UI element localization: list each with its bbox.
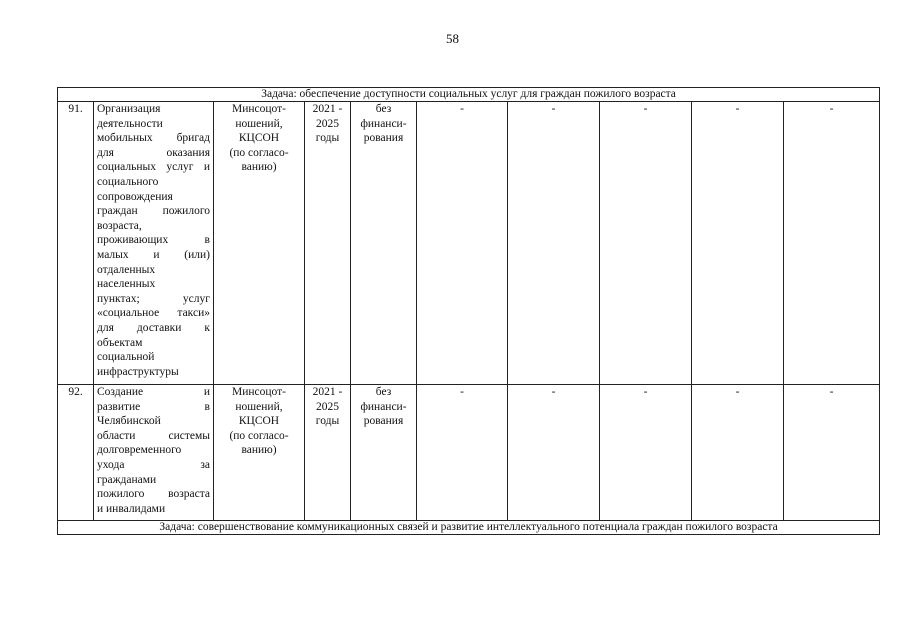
description-line: развитие в [97,400,210,413]
description-line: «социальное такси» [97,307,210,320]
executor-line: Минсоцот- [232,103,286,115]
measures-table [57,87,880,535]
executor-line: ношений, [235,400,283,413]
row-number: 91. [58,102,94,385]
page-number: 58 [446,31,459,46]
funding-line: финанси- [360,400,407,413]
value-cell: - [417,385,508,521]
value-cell: - [600,385,692,521]
executor-line: ванию) [241,444,277,457]
period-line: 2021 - [312,103,343,115]
description-line: Создание и [97,386,210,398]
description-line: социального [97,175,159,188]
description-line: Организация [97,103,161,115]
description-line: объектам [97,336,143,349]
description-line: долговременного [97,444,182,457]
description-line: отдаленных [97,263,156,276]
description-line: для доставки к [97,321,210,334]
funding-source [351,385,417,521]
period-line: годы [315,132,340,145]
executor-line: Минсоцот- [232,386,286,398]
funding-line: без [375,103,392,115]
description-line: пунктах; услуг [97,292,210,305]
description-line: мобильных бригад [97,132,210,145]
funding-line: рования [363,415,404,428]
period [305,102,351,385]
value-cell: - [508,385,600,521]
description-line: инфраструктуры [97,365,179,378]
funding-line: без [375,386,392,398]
value-cell: - [417,102,508,385]
period-line: годы [315,415,340,428]
period-line: 2025 [316,117,339,130]
value-cell: - [692,385,784,521]
description-line: и инвалидами [97,502,166,515]
value-cell: - [784,102,880,385]
description-line: малых и (или) [97,248,210,261]
value-cell: - [784,385,880,521]
executor-line: КЦСОН [238,132,280,145]
description-line: ухода за [97,458,210,471]
description-line: социальных услуг и [97,161,210,174]
task-header: Задача: совершенствование коммуникационных связей и развитие интеллектуального потенциала граждан пожилого возраста [58,521,880,535]
executor-line: ванию) [241,161,277,174]
executor-line: ношений, [235,117,283,130]
description-line: пожилого возраста [97,488,210,501]
description-line: граждан пожилого [97,205,210,218]
funding-source [351,102,417,385]
funding-line: финанси- [360,117,407,130]
executor-line: (по согласо- [229,146,289,159]
description-line: деятельности [97,117,163,130]
description-line: сопровождения [97,190,173,203]
period [305,385,351,521]
description-line: возраста, [97,219,142,232]
description-line: проживающих в [97,234,210,247]
executor [214,102,305,385]
period-line: 2021 - [312,386,343,398]
row-number: 92. [58,385,94,521]
table-row [58,385,880,521]
task-header-row [58,521,880,535]
value-cell: - [508,102,600,385]
description-line: населенных [97,278,156,291]
task-header-row [58,88,880,102]
table-row [58,102,880,385]
description-line: социальной [97,351,155,364]
executor-line: (по согласо- [229,429,289,442]
description-line: для оказания [97,146,210,159]
executor-line: КЦСОН [238,415,280,428]
description-line: гражданами [97,473,157,486]
description-line: области системы [97,429,210,442]
value-cell: - [692,102,784,385]
funding-line: рования [363,132,404,145]
measure-description [94,102,214,385]
measure-description [94,385,214,521]
executor [214,385,305,521]
period-line: 2025 [316,400,339,413]
description-line: Челябинской [97,415,161,428]
task-header: Задача: обеспечение доступности социальных услуг для граждан пожилого возраста [58,88,880,102]
value-cell: - [600,102,692,385]
